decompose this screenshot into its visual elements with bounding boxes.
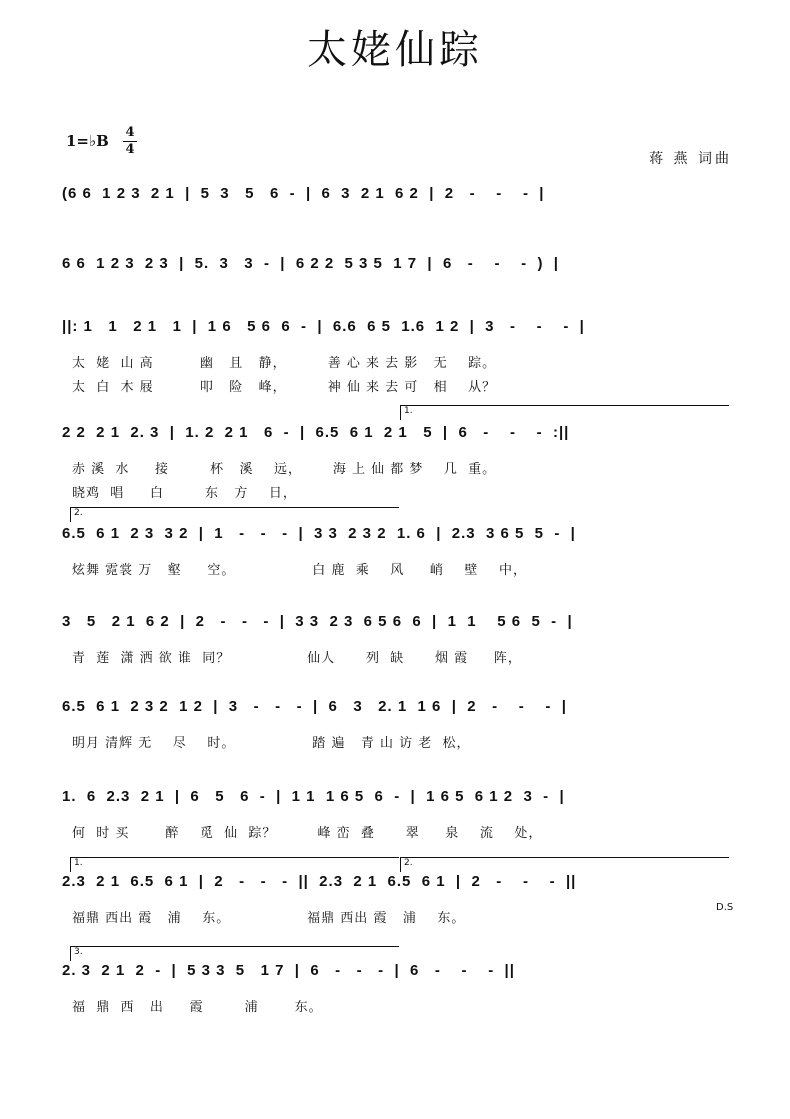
notation-line: 2.3 2 1 6.5 6 1 | 2 - - - || 2.3 2 1 6.5 6 1 | 2 - - - || <box>62 873 577 890</box>
lyric-line: 太 白 木 屐 叩 险 峰， 神 仙 来 去 可 相 从？ <box>72 380 497 395</box>
volta-bracket: 3. <box>70 946 399 961</box>
notation-line: 3 5 2 1 6 2 | 2 - - - | 3 3 2 3 6 5 6 6 | 1 1 5 6 5 - | <box>62 613 573 630</box>
key-signature: 1=♭B <box>66 132 109 150</box>
lyric-line: 太 姥 山 高 幽 且 静， 善 心 来 去 影 无 踪。 <box>72 356 497 371</box>
lyric-line: 福 鼎 西 出 霞 浦 东。 <box>72 1000 323 1015</box>
lyric-line: 炫舞 霓裳 万 壑 空。 白 鹿 乘 风 峭 壁 中， <box>72 563 527 578</box>
song-title: 太姥仙踪 <box>307 27 483 73</box>
lyric-line: 赤 溪 水 接 杯 溪 远， 海 上 仙 都 梦 几 重。 <box>72 462 497 477</box>
notation-line: 2. 3 2 1 2 - | 5 3 3 5 1 7 | 6 - - - | 6 - - - || <box>62 962 515 979</box>
time-signature <box>123 126 137 157</box>
volta-bracket: 1. <box>400 405 729 420</box>
notation-line: 6.5 6 1 2 3 3 2 | 1 - - - | 3 3 2 3 2 1. 6 | 2.3 3 6 5 5 - | <box>62 525 576 542</box>
notation-line: 6.5 6 1 2 3 2 1 2 | 3 - - - | 6 3 2. 1 1 6 | 2 - - - | <box>62 698 567 715</box>
composer-credit: 蒋 燕 词曲 <box>649 151 732 167</box>
notation-line: 1. 6 2.3 2 1 | 6 5 6 - | 1 1 1 6 5 6 - | 1 6 5 6 1 2 3 - | <box>62 788 565 805</box>
notation-line: 2 2 2 1 2. 3 | 1. 2 2 1 6 - | 6.5 6 1 2 1 5 | 6 - - - :|| <box>62 424 570 441</box>
volta-bracket: 1. <box>70 857 399 872</box>
ds-mark: D.S <box>716 902 734 913</box>
notation-line: 6 6 1 2 3 2 3 | 5. 3 3 - | 6 2 2 5 3 5 1 7 | 6 - - - ) | <box>62 255 559 272</box>
lyric-line: 晓鸡 唱 白 东 方 日， <box>72 486 297 501</box>
time-signature-bottom: 4 <box>125 142 135 157</box>
lyric-line: 何 时 买 醉 觅 仙 踪？ 峰 峦 叠 翠 泉 流 处， <box>72 826 543 841</box>
lyric-line: 福鼎 西出 霞 浦 东。 福鼎 西出 霞 浦 东。 <box>72 911 466 926</box>
volta-bracket: 2. <box>400 857 729 872</box>
volta-bracket: 2. <box>70 507 399 522</box>
lyric-line: 青 莲 潇 洒 欲 谁 同？ 仙人 列 缺 烟 霞 阵， <box>72 651 522 666</box>
time-signature-top: 4 <box>125 125 135 140</box>
notation-line: ||: 1 1 2 1 1 | 1 6 5 6 6 - | 6.6 6 5 1.6 1 2 | 3 - - - | <box>62 318 585 335</box>
lyric-line: 明月 清辉 无 尽 时。 踏 遍 青 山 访 老 松， <box>72 736 471 751</box>
notation-line: (6 6 1 2 3 2 1 | 5 3 5 6 - | 6 3 2 1 6 2 | 2 - - - | <box>62 185 545 202</box>
